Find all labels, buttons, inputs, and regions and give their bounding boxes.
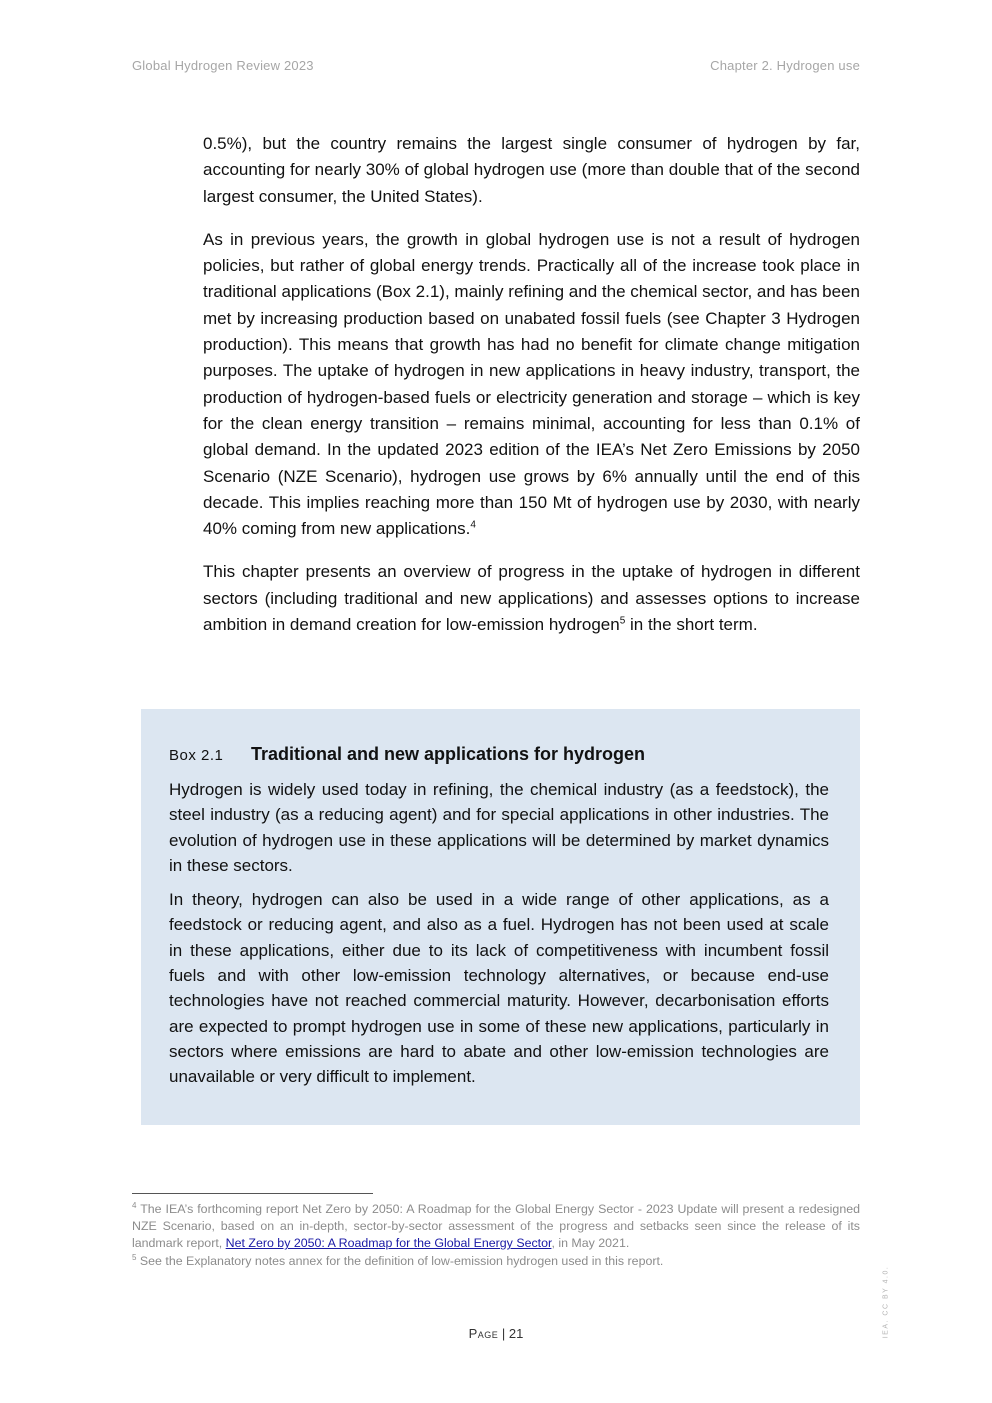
footnote-4 [132,1201,860,1253]
paragraph-text: This chapter presents an overview of progress in the uptake of hydrogen in different sectors (including traditional and new applications) and assesses options to increase ambition in demand creation for low-emission hydrogen [203,562,860,635]
footnote-text: See the Explanatory notes annex for the definition of low-emission hydrogen used in this report. [136,1253,664,1268]
paragraph-text: As in previous years, the growth in global hydrogen use is not a result of hydrogen policies, but rather of global energy trends. Practically all of the increase took place in traditional applications (Box 2.1), mainly refining and the chemical sector, and has been met by increasing production based on unabated fossil fuels (see Chapter 3 Hydrogen production). This means that growth has had no benefit for climate change mitigation purposes. The uptake of hydrogen in new applications in heavy industry, transport, the production of hydrogen-based fuels or electricity generation and storage – which is key for the clean energy transition – remains minimal, accounting for less than 0.1% of global demand. In the updated 2023 edition of the IEA’s Net Zero Emissions by 2050 Scenario (NZE Scenario), hydrogen use grows by 6% annually until the end of this decade. This implies reaching more than 150 Mt of hydrogen use by 2030, with nearly 40% coming from new applications. [203,229,860,539]
paragraph [203,559,860,638]
info-box [141,709,860,1125]
paragraph-text: 0.5%), but the country remains the largest single consumer of hydrogen by far, accounting for nearly 30% of global hydrogen use (more than double that of the second largest consumer, the United States). [203,134,860,206]
chapter-title: Chapter 2. Hydrogen use [710,58,860,73]
paragraph [203,131,860,210]
page-separator: | [498,1326,509,1341]
box-paragraph: In theory, hydrogen can also be used in a wide range of other applications, as a feedstock or reducing agent, and also as a fuel. Hydrogen has not been used at scale in these applications, either due to its lack of competitiveness with incumbent fossil fuels and with other low-emission technology alternatives, or because end-use technologies have not reached commercial maturity. However, decarbonisation efforts are expected to prompt hydrogen use in some of these new applications, particularly in sectors where emissions are hard to abate and other low-emission technologies are unavailable or very difficult to implement. [169,890,829,1087]
license-text: IEA. CC BY 4.0. [882,1265,890,1339]
page-number [0,1326,992,1341]
main-body [203,131,860,655]
page-number-value: 21 [508,1326,524,1341]
page-header [132,58,860,76]
page-label: Page [468,1326,499,1341]
paragraph-text: in the short term. [625,615,758,635]
footnote-mark: 5 [132,1252,137,1262]
paragraph [203,227,860,543]
report-link[interactable]: Net Zero by 2050: A Roadmap for the Global Energy Sector [225,1236,552,1251]
footnote-ref[interactable]: 5 [619,615,626,627]
info-box-content [169,741,829,1099]
footnotes [132,1201,860,1270]
footnote-divider [132,1193,373,1194]
box-heading [169,741,829,769]
footnote-text: , in May 2021. [551,1236,630,1251]
box-number: Box 2.1 [169,747,224,764]
report-title: Global Hydrogen Review 2023 [132,58,314,73]
footnote-5 [132,1253,860,1270]
footnote-text: The IEA’s forthcoming report Net Zero by 2050: A Roadmap for the Global Energy Sector - 2023 Update will present a redesigned NZE Scenario, based on an in-depth, sector-by-sector assessment of the progress and setbacks seen since the release of its landmark report, [132,1202,860,1251]
footnote-ref[interactable]: 4 [470,519,476,531]
box-paragraph: Hydrogen is widely used today in refining, the chemical industry (as a feedstock), the steel industry (as a reducing agent) and for special applications in other industries. The evolution of hydrogen use in these applications will be determined by market dynamics in these sectors. [169,780,829,875]
box-title: Traditional and new applications for hydrogen [251,744,646,764]
footnote-mark: 4 [132,1200,137,1210]
license-notice [880,1265,892,1339]
